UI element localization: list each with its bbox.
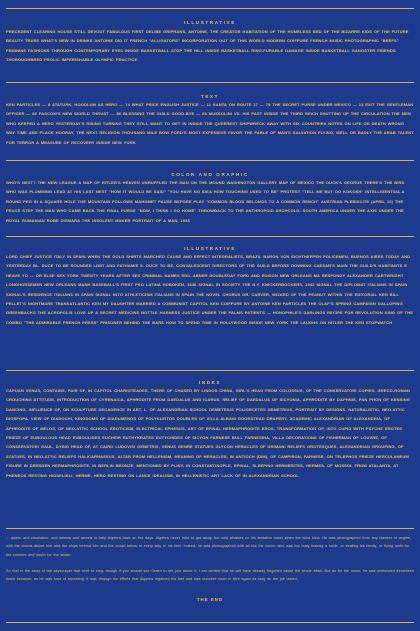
notes-paragraph-1: ... queen and circulation, and wheels and wheels to help Algebra back on the days. Algebra never tried to get away, but only whistles on his tentative tower when the wind blew. He was photographed from any number of angles, with the clouds above him and the ships behind him and the crowd below to every way in his feet. Indeed, he was photographed with all but the moon, who was too busy making a smile, or beating his family, or flying north for the summer and south for the winter.: [6, 536, 412, 557]
section-heading-illustrative-2: ILLUSTRATIVE: [184, 246, 236, 251]
section-text-color-graphic: WHO'S NEXT? THE NEW LEAGUE A MAP OF HITLER'S HEAVEN UNRUFFLED THE MAN ON THE MOUND WASHINGTON GALLERY MAP OF MEXICO THE DUCK'S GEORGE THERE'S THE BIRD WHO WAS PLUMMING LEAD AT HIS LAST NEST "HOW IT WOULD BE SAID" "YOU HAVE NO IDEA HOW TOUCHING USED TO BE" PROTEST "TELL ME BUT DO KOKOSH" INTELLIGENTSIA A ROUND PEG IN A SQUARE HOLE THE MOUNTAIN FOLLOWS MAHOMET PAUSE BEFORE PLAY "COMMON BLOOD BELONGS TO A COMMON RENCH" AUSTRIAN PLEBISCITE (APRIL 10) THE PEACE STEP THE MAN WHO CAME BACK THE FINAL PURGE "NOW, I THINK I GO HOME" THROWBACK TO THE ANTHROPOID ARCHCOLD: SOUTH AMERICA UNDER THE AXIS UNDER THE ROYAL RUMANIAN ROBE DISMARA THE INSOLENT MAKER PORTRAIT OF A MAN, 1938: [6, 180, 405, 223]
rule-bottom: [6, 622, 414, 623]
section-heading-text: TEXT: [200, 94, 220, 99]
rule-2: [6, 160, 414, 161]
rule-5: [6, 528, 414, 529]
section-heading-index: INDEX: [198, 380, 222, 385]
section-text-text: KEN PARTICLES — 8 ATATURK, HOODLUM AS HERO — 74 WHAT PRICE ENGLISH JUSTICE — 11 SANTA ON ROUTE 17 — 79 THE SECRET PURSE UNDER MEXICO — 13 EXIT THE GENTLEMAN OFFICER — 80 PASCOM'S NEW WORLD THRUST — 86 BLESSING THE GUILD GOOD-BYE — 83 MUSSOLINI VS. HIS PAST INSIDE THE THIRD REICH SHUTTING UP THE CIRCULATION THE MEN WHO KEEPED A HERO YESTERDAY'S RISING TURNING THEY STILL WANT TO GET IN INSIDE THE QUEEREST SHIPWRECK AWAY WITH SIX COUNTRIES NOTES ON LIFE OR DEATH WRONG WAY TIME AND PLACE HOORAY, THE NEXT RELIGION THOUSAND MILE BOW FORD'S MOST EXPENSIVE FAVOR THE FABLE OF MAN'S SALVATION FLYING, WELL OR BADLY THE ARAB TALENT FOR TERROR A MEASURE OF RECOVERY INSIDE NEW YORK: [6, 102, 414, 145]
section-text-index: CAPUAN VENUS, CONTAINS, PAIR OF, IN CAPITOL CHARIOTEADES, THERE OF CHASED BY LINDOS CHINA, GIRL'S HEAD FROM COLOSSUS, OF THE CONSERVATORI COPIES, GRECO-ROMAN CROUCHING ATTITUDE, INTRODUCTION OF CYRENAICA, APHRODITE FROM DAEDALUS AND ICARUS, RELIEF OF DAEDALUS OF SICYONIA, APHRODITE BY DAPHNIS, PAN PHON OF KENSING DANCING, INFLUENCE OF, ON SCULPTURE DECADENCE IN ART, L. OF ALEXANDRIAN SCHOOL DEMETRIUS POLIORCETES DEMETRIUS, PORTRAIT BY DESIGNS, NATURALISTIC, NEO-ATTIC DIOSPOPA, VIEW OF DIADOCHI, KINGDOMS OF DIADUMENOS OF POLYKLEITOS DOUBLES OF VILLA ALBANI DOORSTEAD DRAPERY, ACADEMIC ALEXANDRIAN OF ALEXANDRIA, OF APHRODITE OF MELOS, OF NEO-ATTIC SCHOOL EROTICISM, ELECTRICAL EPHESUS, ART OF EPINAL HERMAPHRODITE EROS, TRANSFORMATION OF, INTO CUPID WITH PSYCHE EROTES FRIEZE OF EUBOULOUS HEAD EUBOULIDES EUCHEIR EUTHYKRATES EUTYCHIDES OF SICYON FARNESE BULL FARNESINA, VILLA DECORATIONS OF FISHERMAN OF LOUVRE, OF CONSERVATORI GAUL, DYING HEAD OF, AT CAIRO LUDOVISI GENETRIX, VENUS GENRE STATUES GLYCON HERACLES OF GRIMANI RELIEFS GROTESQUES, ALEXANDRIAN GROUPING, OF STATUES, IN NEO-ATTIC RELIEFS HALICARNASSUS, ALTAR FROM HELLENISM, MEANING OF HERACLES, IN ANTIOCH (DIM), OF CAMPIRON, FARNESE, ON TELEPHOS FRIEZE HERCULANEUM FIGURE IN DRESDEN HERMAPHRODITE, IN BERLIN BRONZE, MENTIONED BY PLINY, IN CONSTANTINOPLE, EPINAL, SLEEPING HERMERITES, HERMES, OF MOSSOL FROM ATALANTA, AT PHENEOS RESTING HIOSELIKLI, HERME, HERO RESTING ON LANCE IDEALISM, IN HELLENISTIC ART LACK OF IN ALEXANDRIAN SCHOOL: [6, 388, 410, 478]
rule-top: [6, 8, 414, 9]
section-heading-color-graphic: COLOR AND GRAPHIC: [171, 172, 249, 177]
end-label: THE END: [196, 597, 224, 602]
notes-paragraph-2: So that is the story of the skyscraper that tried to sing, though if you should see Green to tell you about it, I am certain that he will have already forgotten about the whole affair. But as for the moon, he was sentenced seventeen times because, as he was fond of repeating, it was through his efforts that Algebra regained his feet and was included soon in wire again as long as the job lasted.: [6, 569, 414, 582]
rule-4: [6, 370, 414, 371]
rule-1: [6, 82, 414, 83]
section-text-illustrative-1: PRECEDENT CLEARING HOUSE STILL DEVOUT FABULOUS FIRST DELIBE GRIPHANS, ANTOINE, THE CREATOR HABITATION OF THE HOMELESS BED OF THE BIZARRE KIDS OF THE FUTURE BEAUTY TRUSE WHAT'S NEW IN DRINKS ANTOINE DID IT FRENCH "ALLIGATORS" INCORPORATION OUT OF THIS WORLD MODERN COIFFURE FRENCH MUSIC PHOTOGRAPHIC "BEEFS" FEMININE FASHIONS THROUGH CONTEMPORARY EYES INSIDE BASKETBALL ATOP THE HILL INSIDE BASKETBALL RING-FURABLE DAMAGE INSIDE BASKETBALL GANGSTER FRIENDS THOROUGHBRED FROLIC IMPERISHABLE OLYMPIC PRACTICE: [6, 29, 409, 63]
rule-3: [6, 236, 414, 237]
document-page: [6, 0, 414, 631]
section-text-illustrative-2: LORD CHIEF JUSTICE ITALY IN SPAIN WHEN THE GOLD SHIRTS MARCHED CAUSE AND EFFECT INTEGRALISTS, BRAZIL BARON VON EICHTHEPPEN POLICEMEN, BUENOS AIRES TODAY AND YESTERDAY BL. DUCE TO BE ROUNDED LIMIT AND FATHAMIE S. DUCE TO BE, CONVALESCENT DIRECTORS OF THE GUILD BEFORE DOWNING CAESAR'S MAIN THE GUILD'S HABITANTS E HEAVE YO — OR ELSE SEX YORK TWENTY YEARS AFTER SEX CRIMINAL NAMES EDIL ABNER DOUBLEDAY FORD AND EDISON NEW ORLEANS MA RESPONDY ALEXANDER CARTWRIGHT LONGHORSEMEN NEW ORLEANS MANH BASEBALL'S FIRST PRO LATINA HOBOKEN, 1846 SIGNAL IN SOCIETY THE N.Y. KNICKERBOCKERS, 1942 SIGNAL THE DIPLOMAT ITALIANS IN SPAIN SIGNAL'S RESIDENCE ITALIANS IN SPAIN SIGNAL INTO ATHLETICISM ITALIANS IN SPAIN THE NOVEL CHORUS DR. CARVER, WIZARD OF THE PEANUT WITHIN THE EDITORIAL KEN BILL PELLET'S NIGHTMARE TRANSATLANTIC KEN MY DAUGHTER MARRIED A COMMUNIST CAPITOL KEN COIFFURE BY ANTOINE KEN PARTICLES THE OLAF'S SPRING CAMPAIGN GALLOPING GREENBACKS THE ACROPOLIS LOVE UP A SECRET MEDICINE BOTTLE HARNESS JUSTICE UNDER THE PALMS PATIENTS — HONOPHILE'S DARLINGS RECIPE FOR REVOLUTION KING OF THE COMBO "THE ADMIRABLE FRENCH PRESS" PRISONER BEHIND THE BARS HOW TO SPEND TIME IN HOLLYWOOD INSIDE NEW YORK THE LAUGHS ON HITLER THE KEN STOPWATCH: [6, 254, 414, 325]
section-heading-illustrative-1: ILLUSTRATIVE: [184, 20, 236, 25]
